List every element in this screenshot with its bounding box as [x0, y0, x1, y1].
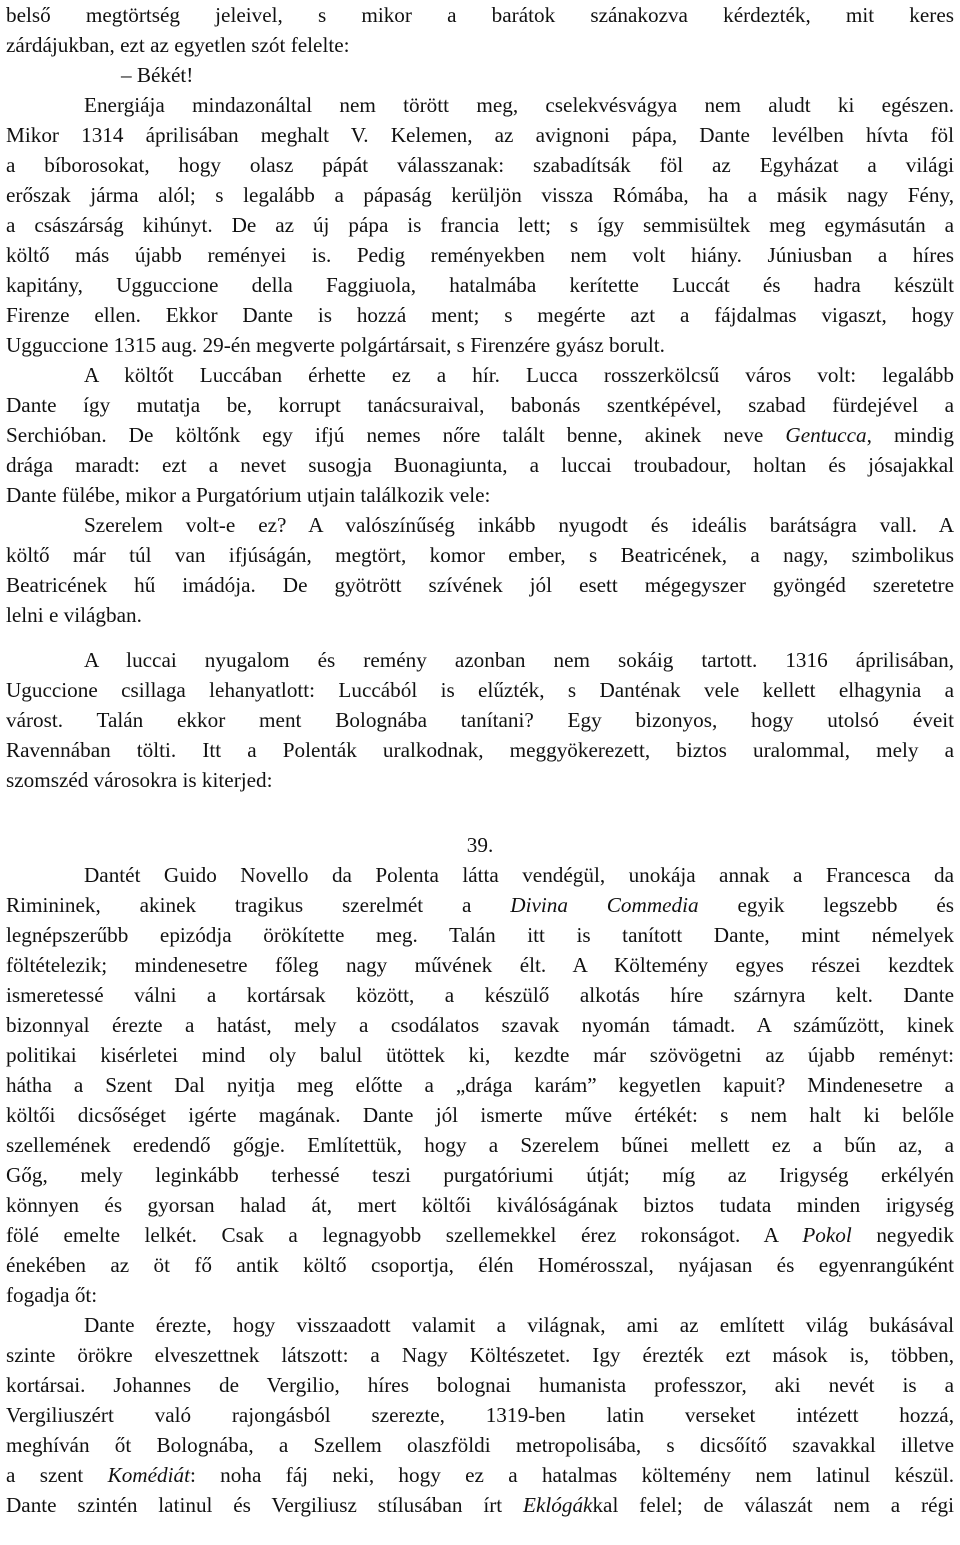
text-segment: belső megtörtség jeleivel, s mikor a barátok szánakozva kérdezték, mit keres — [6, 3, 954, 27]
text-segment: várost. Talán ekkor ment Bolognába tanítani? Egy bizonyos, hogy utolsó éveit — [6, 708, 954, 732]
text-segment: Ravennában tölti. Itt a Polenták uralkodnak, meggyökerezett, biztos uralommal, mely a — [6, 738, 954, 762]
text-line — [6, 1400, 954, 1430]
text-line — [6, 950, 954, 980]
text-line — [6, 1280, 954, 1310]
text-segment: erőszak járma alól; s legalább a pápaság kerüljön vissza Rómába, ha a másik nagy Fény, — [6, 183, 954, 207]
text-line — [6, 1010, 954, 1040]
text-line — [6, 1100, 954, 1130]
text-segment: – Békét! — [121, 63, 194, 87]
italic-text: Gentucca — [785, 423, 867, 447]
text-segment: : noha fáj neki, hogy ez a hatalmas költemény nem latinul készül. — [189, 1463, 954, 1487]
text-segment: bizonnyal érezte a hatást, mely a csodálatos szavak nyomán támadt. A száműzött, kinek — [6, 1013, 954, 1037]
text-segment: Rimininek, akinek tragikus szerelmét a — [6, 893, 511, 917]
text-line — [6, 1040, 954, 1070]
text-segment: föltételezik; mindenesetre főleg nagy művének élt. A Költemény egyes részei kezdtek — [6, 953, 954, 977]
text-segment: lelni e világban. — [6, 603, 142, 627]
text-segment: Dante így mutatja be, korrupt tanácsuraival, babonás szentképével, szabad fürdejével a — [6, 393, 954, 417]
text-line — [6, 0, 954, 30]
text-segment: Vergiliuszért való rajongásból szerezte, 1319-ben latin verseket intézett hozzá, — [6, 1403, 954, 1427]
text-segment: a szent — [6, 1463, 108, 1487]
text-line — [6, 570, 954, 600]
text-segment: A költőt Luccában érhette ez a hír. Lucca rosszerkölcsű város volt: legalább — [84, 363, 954, 387]
text-segment: a császárság kihúnyt. De az új pápa is francia lett; s így semmisültek meg egymásután a — [6, 213, 954, 237]
text-line — [6, 1310, 954, 1340]
text-segment: , mindig — [866, 423, 954, 447]
text-line — [6, 1070, 954, 1100]
italic-text: Eklógák — [523, 1493, 593, 1517]
text-segment: meghíván őt Bolognába, a Szellem olaszföldi metropolisába, s dicsőítő szavakkal illetve — [6, 1433, 954, 1457]
text-segment: Firenze ellen. Ekkor Dante is hozzá ment; s megérte azt a fájdalmas vigaszt, hogy — [6, 303, 954, 327]
text-segment: szinte örökre elveszettnek látszott: a Nagy Költészetet. Igy érezték ezt mások is, többen, — [6, 1343, 954, 1367]
text-line — [6, 270, 954, 300]
text-line — [6, 240, 954, 270]
text-line — [6, 540, 954, 570]
text-line — [6, 30, 954, 60]
text-line — [6, 1220, 954, 1250]
text-segment: drága maradt: ezt a nevet susogja Buonagiunta, a luccai troubadour, holtan és jósajakkal — [6, 453, 954, 477]
text-line — [6, 210, 954, 240]
text-line — [6, 1490, 954, 1520]
italic-text: Pokol — [802, 1223, 852, 1247]
text-line — [6, 450, 954, 480]
text-segment: költő már túl van ifjúságán, megtört, komor ember, s Beatricének, a nagy, szimbolikus — [6, 543, 954, 567]
text-line — [6, 150, 954, 180]
text-segment: Ugguccione 1315 aug. 29-én megverte polgártársait, s Firenzére gyász borult. — [6, 333, 665, 357]
italic-text: Divina Commedia — [510, 893, 699, 917]
text-line — [6, 1190, 954, 1220]
text-segment: Szerelem volt-e ez? A valószínűség inkább nyugodt és ideális barátságra vall. A — [84, 513, 954, 537]
text-line — [6, 1370, 954, 1400]
text-line — [6, 90, 954, 120]
text-line — [6, 920, 954, 950]
text-segment: hátha a Szent Dal nyitja meg előtte a „drága karám” kegyetlen kapuit? Mindenesetre a — [6, 1073, 954, 1097]
text-line — [6, 300, 954, 330]
text-line — [6, 765, 954, 795]
text-line — [6, 980, 954, 1010]
italic-text: Komédiát — [107, 1463, 190, 1487]
text-segment: költő más újabb reményei is. Pedig reményekben nem volt hiány. Júniusban a híres — [6, 243, 954, 267]
text-line — [6, 360, 954, 390]
text-segment: Dantét Guido Novello da Polenta látta vendégül, unokája annak a Francesca da — [84, 863, 954, 887]
text-segment: a bíborosokat, hogy olasz pápát válasszanak: szabadítsák föl az Egyházat a világi — [6, 153, 954, 177]
text-segment: fölé emelte lelkét. Csak a legnagyobb szellemekkel érez rokonságot. A — [6, 1223, 803, 1247]
text-segment: fogadja őt: — [6, 1283, 98, 1307]
text-segment: zárdájukban, ezt az egyetlen szót felelte: — [6, 33, 350, 57]
text-line — [6, 420, 954, 450]
text-segment: politikai kisérletei mind oly balul ütöttek ki, kezdte már szövögetni az újabb reményt: — [6, 1043, 954, 1067]
text-line — [6, 645, 954, 675]
text-line — [6, 180, 954, 210]
text-segment: Uguccione csillaga lehanyatlott: Luccából is elűzték, s Danténak vele kellett elhagynia a — [6, 678, 954, 702]
text-segment: ismeretessé válni a kortársak között, a készülő alkotás híre szárnyra kelt. Dante — [6, 983, 954, 1007]
text-segment: Serchióban. De költőnk egy ifjú nemes nőre talált benne, akinek neve — [6, 423, 786, 447]
text-segment: szellemének eredendő gőgje. Említettük, hogy a Szerelem bűnei mellett ez a bűn az, a — [6, 1133, 954, 1157]
text-segment: Mikor 1314 áprilisában meghalt V. Kelemen, az avignoni pápa, Dante levélben hívta föl — [6, 123, 954, 147]
text-line — [6, 1130, 954, 1160]
text-segment: Energiája mindazonáltal nem törött meg, cselekvésvágya nem aludt ki egészen. — [84, 93, 954, 117]
text-line — [6, 735, 954, 765]
text-line — [6, 1430, 954, 1460]
text-segment: kortársai. Johannes de Vergilio, híres bolognai humanista professzor, aki nevét is a — [6, 1373, 954, 1397]
text-segment: Dante fülébe, mikor a Purgatórium utjain találkozik vele: — [6, 483, 491, 507]
text-line — [6, 860, 954, 890]
text-segment: kapitány, Ugguccione della Faggiuola, hatalmába kerítette Luccát és hadra készült — [6, 273, 954, 297]
text-segment: költői dicsőséget igérte magának. Dante jól ismerte műve értékét: s nem halt ki belőle — [6, 1103, 954, 1127]
text-segment: Gőg, mely leginkább terhessé teszi purgatóriumi útját; míg az Irigység erkélyén — [6, 1163, 954, 1187]
text-line — [6, 1160, 954, 1190]
text-line — [6, 60, 954, 90]
page-number: 39. — [466, 833, 494, 857]
text-segment: egyik legszebb és — [698, 893, 954, 917]
text-line — [6, 600, 954, 630]
text-line — [6, 120, 954, 150]
text-line — [6, 510, 954, 540]
text-segment: könnyen és gyorsan halad át, mert költői kiválóságának biztos tudata minden irigység — [6, 1193, 954, 1217]
text-line — [6, 1340, 954, 1370]
text-line — [6, 675, 954, 705]
text-segment: énekében az öt fő antik költő csoportja, élén Homérosszal, nyájasan és egyenrangúként — [6, 1253, 954, 1277]
text-segment: Dante érezte, hogy visszaadott valamit a világnak, ami az említett világ bukásával — [84, 1313, 954, 1337]
text-line — [6, 1250, 954, 1280]
text-line — [6, 480, 954, 510]
text-line — [6, 890, 954, 920]
text-line — [6, 390, 954, 420]
text-segment: negyedik — [851, 1223, 954, 1247]
text-segment: Dante szintén latinul és Vergiliusz stílusában írt — [6, 1493, 524, 1517]
text-line — [6, 330, 954, 360]
text-line — [6, 705, 954, 735]
text-segment: szomszéd városokra is kiterjed: — [6, 768, 273, 792]
text-segment: kal felel; de válaszát nem a régi — [592, 1493, 954, 1517]
text-segment: legnépszerűbb epizódja örökítette meg. Talán itt is tanított Dante, mint némelyek — [6, 923, 954, 947]
text-segment: A luccai nyugalom és remény azonban nem sokáig tartott. 1316 áprilisában, — [84, 648, 954, 672]
text-segment: Beatricének hű imádója. De gyötrött szívének jól esett mégegyszer gyöngéd szeretetre — [6, 573, 954, 597]
text-line — [6, 1460, 954, 1490]
